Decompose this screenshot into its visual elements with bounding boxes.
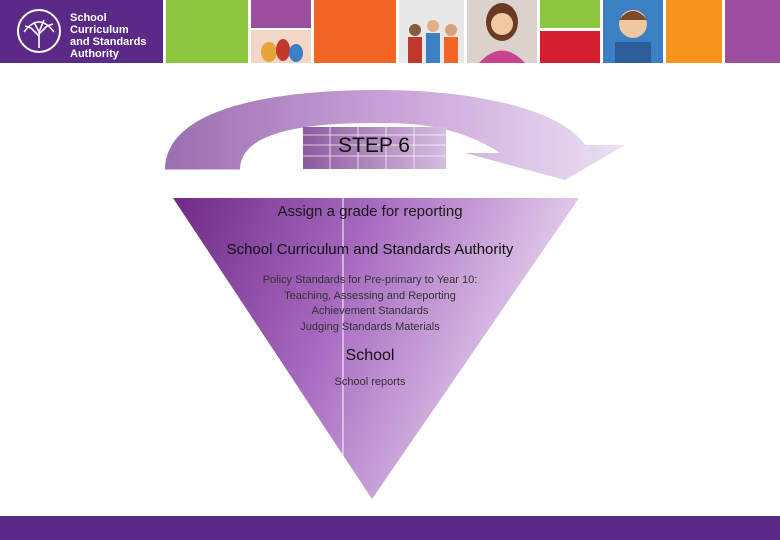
teacher-image-icon bbox=[467, 0, 537, 63]
footer-bar bbox=[0, 516, 780, 540]
school-title: School bbox=[345, 347, 395, 364]
banner-photo-student-boy bbox=[603, 0, 663, 63]
authority-title: School Curriculum and Standards Authority bbox=[226, 241, 514, 258]
step-label: STEP 6 bbox=[338, 134, 410, 157]
logo-line: School Curriculum bbox=[70, 12, 129, 36]
logo-line: Authority bbox=[70, 48, 119, 60]
step-heading: Assign a grade for reporting bbox=[277, 203, 463, 220]
banner-photo-students bbox=[399, 0, 464, 63]
tree-logo-icon bbox=[16, 8, 62, 54]
hands-image-icon bbox=[251, 30, 311, 63]
logo-line: and Standards bbox=[70, 36, 147, 48]
banner-photo-painted-hands bbox=[251, 30, 311, 63]
authority-item: Judging Standards Materials bbox=[300, 320, 440, 333]
banner-tile-purple bbox=[251, 0, 311, 28]
banner-tile-orange bbox=[314, 0, 396, 63]
header-banner bbox=[0, 0, 780, 63]
banner-tile-green-small bbox=[540, 0, 600, 28]
students-image-icon bbox=[399, 0, 464, 63]
banner-tile-red bbox=[540, 31, 600, 63]
authority-item: Policy Standards for Pre-primary to Year 10: bbox=[262, 274, 478, 286]
authority-items bbox=[215, 273, 525, 335]
banner-tile-green bbox=[166, 0, 248, 63]
boy-image-icon bbox=[603, 0, 663, 63]
authority-item: Achievement Standards bbox=[311, 305, 429, 317]
scsa-logo[interactable] bbox=[0, 0, 163, 63]
banner-tile-orange-right bbox=[666, 0, 722, 63]
school-item: School reports bbox=[334, 376, 406, 388]
banner-tile-purple-right bbox=[725, 0, 780, 63]
authority-item: Teaching, Assessing and Reporting bbox=[284, 289, 456, 302]
banner-photo-teacher bbox=[467, 0, 537, 63]
logo-text bbox=[70, 12, 163, 60]
